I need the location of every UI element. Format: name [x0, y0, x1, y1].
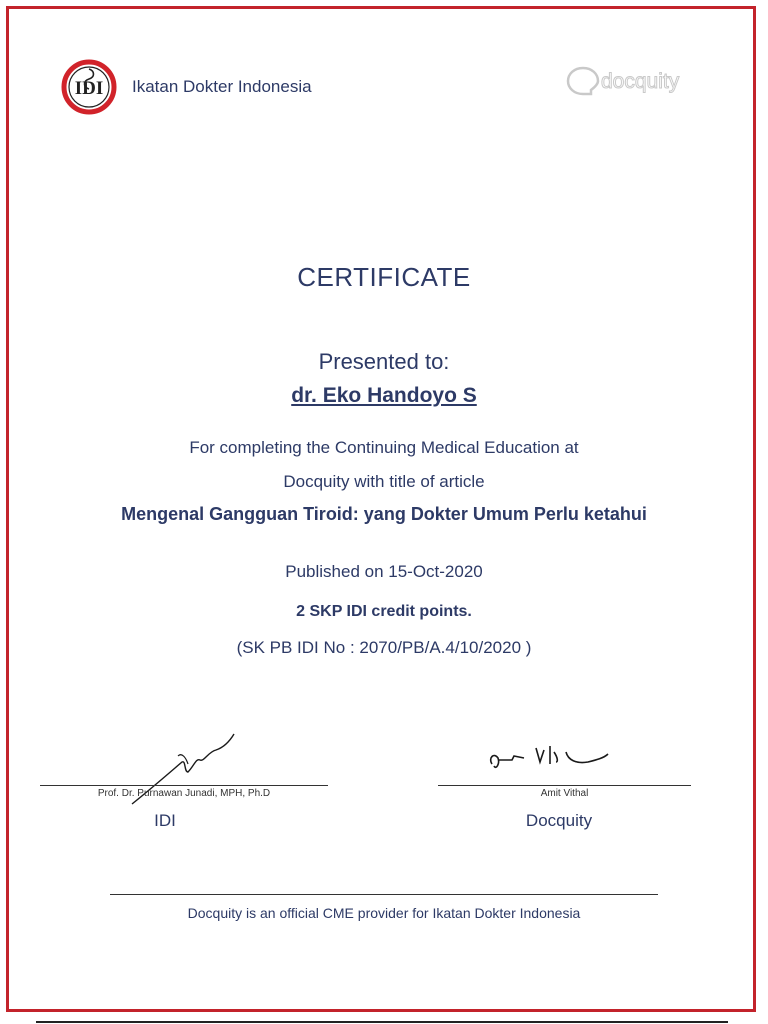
sk-number: (SK PB IDI No : 2070/PB/A.4/10/2020 ): [236, 638, 532, 657]
right-signature-line: [438, 785, 691, 786]
description-line-1: For completing the Continuing Medical Education at: [189, 438, 579, 457]
published-date: Published on 15-Oct-2020: [285, 562, 483, 581]
certificate-title: CERTIFICATE: [297, 262, 471, 292]
footer-text: Docquity is an official CME provider for Ikatan Dokter Indonesia: [187, 905, 581, 921]
description-line-2: Docquity with title of article: [283, 472, 485, 491]
org-name: Ikatan Dokter Indonesia: [132, 77, 312, 96]
footer-rule: [110, 894, 658, 895]
docquity-logo-text: docquity: [601, 70, 680, 93]
right-signatory-org: Docquity: [525, 811, 593, 830]
left-signature-line: [40, 785, 328, 786]
right-signatory-name: Amit Vithal: [540, 788, 589, 799]
right-signature-image: [484, 738, 614, 778]
presented-label: Presented to:: [318, 349, 450, 374]
recipient-name: dr. Eko Handoyo S: [291, 384, 477, 407]
docquity-logo: [565, 64, 715, 98]
article-title: Mengenal Gangguan Tiroid: yang Dokter Umum Perlu ketahui: [121, 504, 647, 524]
page-bottom-rule: [36, 1021, 728, 1023]
idi-logo-text: IDI: [74, 78, 104, 99]
left-signatory-org: IDI: [154, 811, 176, 830]
credit-points: 2 SKP IDI credit points.: [296, 603, 472, 620]
idi-logo: [61, 59, 117, 115]
left-signatory-name: Prof. Dr. Purnawan Junadi, MPH, Ph.D: [97, 788, 271, 799]
